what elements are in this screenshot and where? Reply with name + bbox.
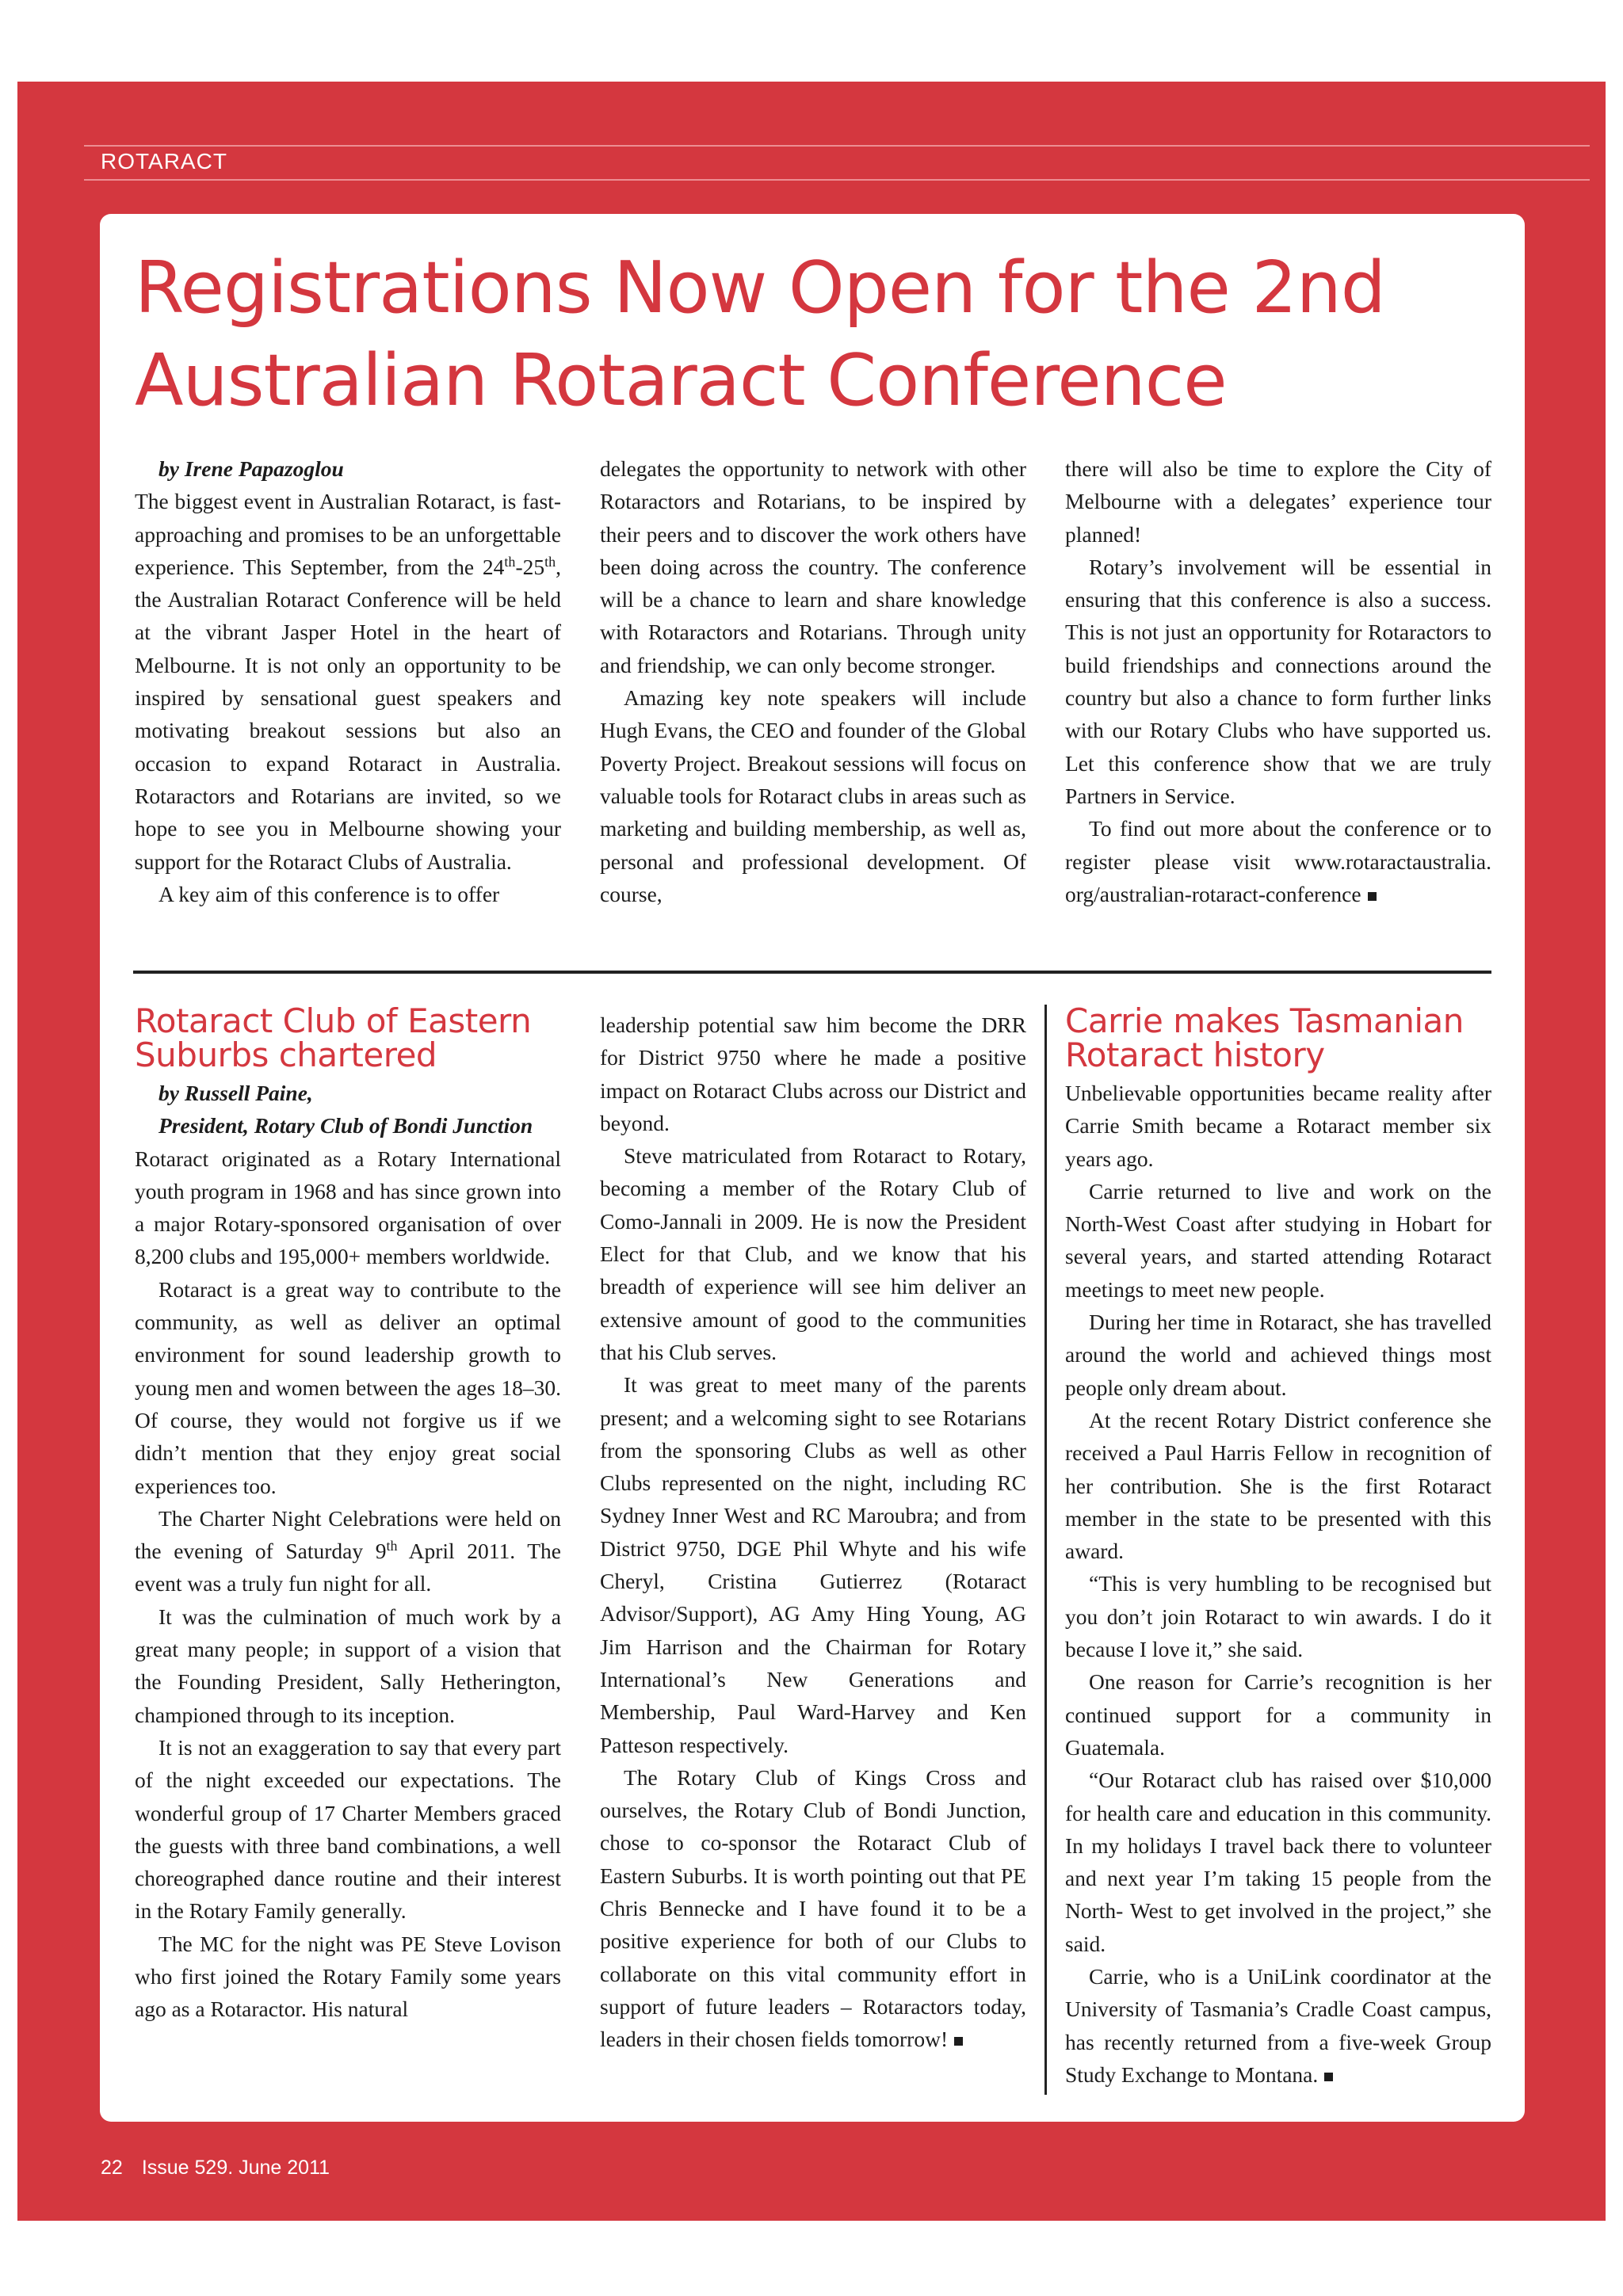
page-footer	[101, 2157, 330, 2180]
article1-byline: by Irene Papazoglou	[158, 456, 344, 481]
article2-paragraph-8: It was great to meet many of the parents present; and a welcoming sight to see Rotarians from the sponsoring Clubs as well as other Clubs represented on the night, including RC Sydney Inner West and RC Maroubra; and from District 9750, DGE Phil Whyte and his wife Cheryl, Cristina Gutierrez (Rotaract Advisor/Support), AG Amy Hing Young, AG Jim Harrison and the Chairman for Rotary International’s New Generations and Membership, Paul Ward-Harvey and Ken Patteson respectively.	[600, 1372, 1026, 1757]
article1-column-3	[1065, 452, 1491, 910]
article1-paragraph-3: Amazing key note speakers will include Hugh Evans, the CEO and founder of the Global Poverty Project. Breakout sessions will focus on valuable tools for Rotaract clubs in areas such as marketing and building membership, as well as, personal and professional development. Of course,	[600, 685, 1026, 906]
article2-column-1	[135, 1001, 561, 2026]
end-mark-icon	[1324, 2073, 1333, 2081]
article2-byline-role: President, Rotary Club of Bondi Junction	[158, 1113, 533, 1138]
article2-column-2	[600, 1009, 1026, 2056]
article2-paragraph-6-cont: leadership potential saw him become the DRR for District 9750 where he made a positive impact on Rotaract Clubs across our District and beyond.	[600, 1013, 1026, 1135]
end-mark-icon	[954, 2037, 963, 2046]
article2-paragraph-5: It is not an exaggeration to say that every part of the night exceeded our expectations. The wonderful group of 17 Charter Members graced the guests with three band combinations, a well choreographed dance routine and their interest in the Rotary Family generally.	[135, 1734, 561, 1924]
page-number: 22	[101, 2157, 123, 2179]
article1-paragraph-3-cont: there will also be time to explore the City of Melbourne with a delegates’ experience tour planned!	[1065, 456, 1491, 547]
article3-column	[1065, 1001, 1491, 2091]
header-rule-bottom	[84, 179, 1590, 181]
section-divider	[133, 971, 1491, 974]
article1-column-2	[600, 452, 1026, 910]
article2-byline: by Russell Paine,	[158, 1081, 313, 1105]
article3-paragraph-5: “This is very humbling to be recognised but you don’t join Rotaract to win awards. I do it because I love it,” she said.	[1065, 1571, 1491, 1662]
issue-info: Issue 529. June 2011	[141, 2157, 330, 2179]
article3-paragraph-1: Unbelievable opportunities became reality after Carrie Smith became a Rotaract member six years ago.	[1065, 1081, 1491, 1171]
article3-paragraph-3: During her time in Rotaract, she has travelled around the world and achieved things most people only dream about.	[1065, 1310, 1491, 1400]
article3-paragraph-6: One reason for Carrie’s recognition is her continued support for a community in Guatemala.	[1065, 1669, 1491, 1760]
article1-paragraph-2-start: A key aim of this conference is to offer	[158, 881, 500, 906]
article2-paragraph-7: Steve matriculated from Rotaract to Rotary, becoming a member of the Rotary Club of Como-Jannali in 2009. He is now the President Elect for that Club, and we know that his breadth of experience will see him deliver an extensive amount of good to the communities that his Club serves.	[600, 1143, 1026, 1364]
article3-paragraph-4: At the recent Rotary District conference she received a Paul Harris Fellow in recognition of her contribution. She is the first Rotaract member in the state to be presented with this award.	[1065, 1407, 1491, 1564]
article2-title: Rotaract Club of Eastern Suburbs chartered	[135, 1001, 532, 1074]
article1-paragraph-4: Rotary’s involvement will be essential in ensuring that this conference is also a success. This is not just an opportunity for Rotaractors to build friendships and connections around the country but also a chance to form further links with our Rotary Clubs who have supported us. Let this conference show that we are truly Partners in Service.	[1065, 554, 1491, 808]
main-headline: Registrations Now Open for the 2nd Australian Rotaract Conference	[135, 246, 1385, 422]
article2-paragraph-2: Rotaract is a great way to contribute to the community, as well as deliver an optimal environment for sound leadership growth to young men and women between the ages 18–30. Of course, they would not forgive us if we didn’t mention that they enjoy great social experiences too.	[135, 1276, 561, 1498]
section-label: ROTARACT	[101, 149, 227, 174]
article2-paragraph-3: The Charter Night Celebrations were held on the evening of Saturday 9th April 2011. The event was a truly fun night for all.	[135, 1505, 561, 1596]
article2-paragraph-4: It was the culmination of much work by a great many people; in support of a vision that the Founding President, Sally Hetherington, championed through to its inception.	[135, 1604, 561, 1727]
article3-paragraph-7: “Our Rotaract club has raised over $10,000 for health care and education in this community. In my holidays I travel back there to volunteer and next year I’m taking 15 people from the North- West to get involved in the project,” she said.	[1065, 1768, 1491, 1956]
column-rule	[1044, 1005, 1047, 2095]
header-rule-top	[84, 145, 1590, 147]
article2-paragraph-1: Rotaract originated as a Rotary International youth program in 1968 and has since grown into a major Rotary-sponsored organisation of over 8,200 clubs and 195,000+ members worldwide.	[135, 1146, 561, 1269]
article3-title: Carrie makes Tasmanian Rotaract history	[1065, 1001, 1464, 1074]
article3-paragraph-2: Carrie returned to live and work on the North-West Coast after studying in Hobart for several years, and started attending Rotaract meetings to meet new people.	[1065, 1178, 1491, 1302]
article2-paragraph-9: The Rotary Club of Kings Cross and ourselves, the Rotary Club of Bondi Junction, chose to co-sponsor the Rotaract Club of Eastern Suburbs. It is worth pointing out that PE Chris Bennecke and I have found it to be a positive experience for both of our Clubs to collaborate on this vital community effort in support of future leaders – Rotaractors today, leaders in their chosen fields tomorrow!	[600, 1764, 1026, 2052]
article2-paragraph-6: The MC for the night was PE Steve Lovison who first joined the Rotary Family some years ago as a Rotaractor. His natural	[135, 1931, 561, 2022]
article1-paragraph-2-cont: delegates the opportunity to network with other Rotaractors and Rotarians, to be inspired by their peers and to discover the work others have been doing across the country. The conference will be a chance to learn and share knowledge with Rotaractors and Rotarians. Through unity and friendship, we can only become stronger.	[600, 456, 1026, 677]
article1-paragraph-5: To find out more about the conference or to register please visit www.rotaractaustralia. org/australian-rotaract-conference	[1065, 816, 1491, 906]
end-mark-icon	[1368, 892, 1377, 901]
article1-paragraph-1: The biggest event in Australian Rotaract, is fast-approaching and promises to be an unforgettable experience. This September, from the 24th-25th, the Australian Rotaract Conference will be held at the vibrant Jasper Hotel in the heart of Melbourne. It is not only an opportunity to be inspired by sensational guest speakers and motivating breakout sessions but also an occasion to expand Rotaract in Australia. Rotaractors and Rotarians are invited, so we hope to see you in Melbourne showing your support for the Rotaract Clubs of Australia.	[135, 489, 561, 874]
article1-column-1	[135, 452, 561, 910]
article3-paragraph-8: Carrie, who is a UniLink coordinator at the University of Tasmania’s Cradle Coast campus, has recently returned from a five-week Group Study Exchange to Montana.	[1065, 1964, 1491, 2087]
